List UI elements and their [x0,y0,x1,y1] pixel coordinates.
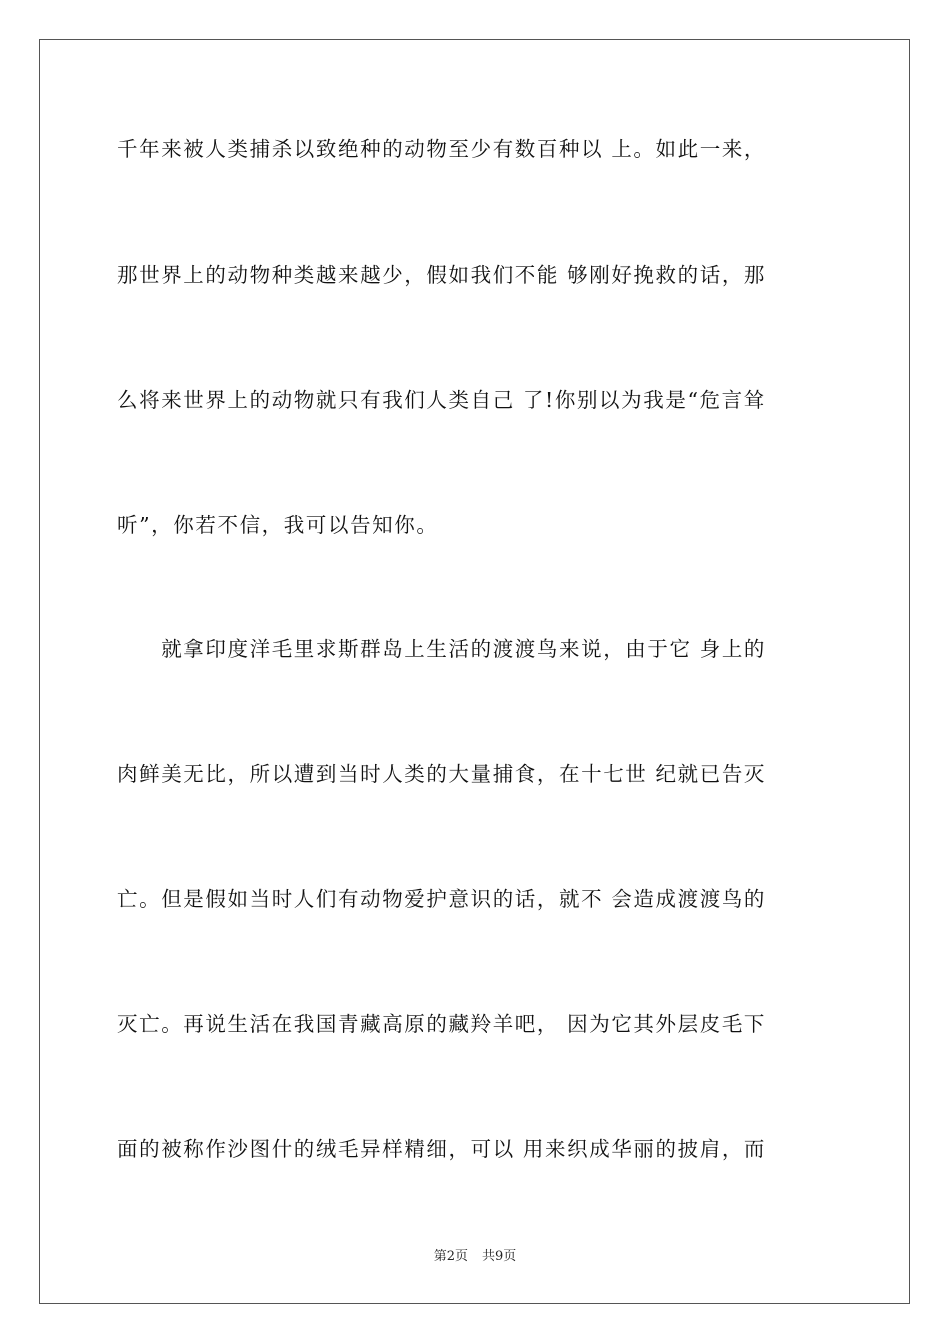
page-footer [0,1248,950,1266]
page-number: 第2页 [433,1249,468,1264]
text-line: 肉鲜美无比，所以遭到当时人类的大量捕食，在十七世 纪就已告灭 [117,762,767,786]
text-line: 灭亡。再说生活在我国青藏高原的藏羚羊吧， 因为它其外层皮毛下 [117,1012,767,1036]
text-line: 千年来被人类捕杀以致绝种的动物至少有数百种以 上。如此一来， [117,137,767,161]
text-line: 么将来世界上的动物就只有我们人类自己 了!你别以为我是“危言耸 [117,388,766,412]
page-border [39,39,910,1304]
text-line: 就拿印度洋毛里求斯群岛上生活的渡渡鸟来说，由于它 身上的 [117,637,767,661]
page-total: 共9页 [482,1249,517,1264]
text-line: 那世界上的动物种类越来越少，假如我们不能 够刚好挽救的话，那 [117,263,767,287]
text-line: 面的被称作沙图什的绒毛异样精细，可以 用来织成华丽的披肩，而 [117,1137,767,1161]
text-line: 亡。但是假如当时人们有动物爱护意识的话，就不 会造成渡渡鸟的 [117,887,767,911]
text-line: 听”，你若不信，我可以告知你。 [117,513,439,537]
